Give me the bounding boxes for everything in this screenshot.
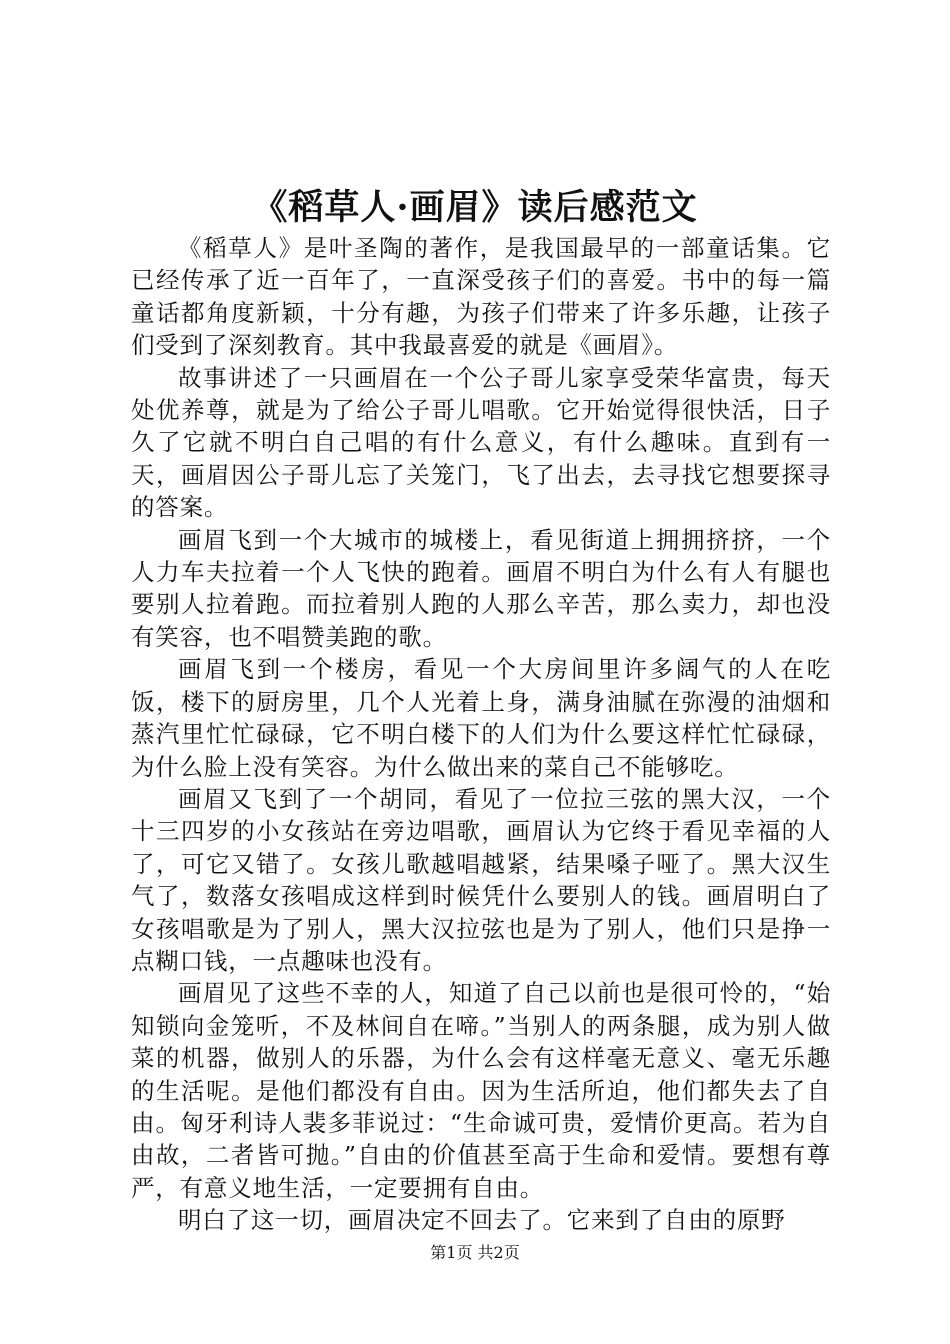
document-body (131, 232, 831, 1237)
paragraph-7: 明白了这一切，画眉决定不回去了。它来到了自由的原野 (178, 1206, 786, 1235)
paragraph-3: 画眉飞到一个大城市的城楼上，看见街道上拥拥挤挤，一个人力车夫拉着一个人飞快的跑着。画眉不明白为什么有人有腿也要别人拉着跑。而拉着别人跑的人那么辛苦，那么卖力，却也没有笑容，也不唱赞美跑的歌。 (131, 525, 831, 651)
paragraph-6: 画眉见了这些不幸的人，知道了自己以前也是很可怜的，“始知锁向金笼听，不及林间自在啼。”当别人的两条腿，成为别人做菜的机器，做别人的乐器，为什么会有这样毫无意义、毫无乐趣的生活呢。是他们都没有自由。因为生活所迫，他们都失去了自由。匈牙利诗人裴多菲说过：“生命诚可贵，爱情价更高。若为自由故，二者皆可抛。”自由的价值甚至高于生命和爱情。要想有尊严，有意义地生活，一定要拥有自由。 (131, 979, 831, 1202)
paragraph-2: 故事讲述了一只画眉在一个公子哥儿家享受荣华富贵，每天处优养尊，就是为了给公子哥儿唱歌。它开始觉得很快活，日子久了它就不明白自己唱的有什么意义，有什么趣味。直到有一天，画眉因公子哥儿忘了关笼门，飞了出去，去寻找它想要探寻的答案。 (131, 363, 831, 522)
paragraph-5: 画眉又飞到了一个胡同，看见了一位拉三弦的黑大汉，一个十三四岁的小女孩站在旁边唱歌，画眉认为它终于看见幸福的人了，可它又错了。女孩儿歌越唱越紧，结果嗓子哑了。黑大汉生气了，数落女孩唱成这样到时候凭什么要别人的钱。画眉明白了女孩唱歌是为了别人，黑大汉拉弦也是为了别人，他们只是挣一点糊口钱，一点趣味也没有。 (131, 784, 831, 975)
document-title: 《稻草人·画眉》读后感范文 (252, 187, 698, 228)
paragraph-1: 《稻草人》是叶圣陶的著作，是我国最早的一部童话集。它已经传承了近一百年了，一直深受孩子们的喜爱。书中的每一篇童话都角度新颖，十分有趣，为孩子们带来了许多乐趣，让孩子们受到了深刻教育。其中我最喜爱的就是《画眉》。 (131, 234, 831, 360)
paragraph-4: 画眉飞到一个楼房，看见一个大房间里许多阔气的人在吃饭，楼下的厨房里，几个人光着上身，满身油腻在弥漫的油烟和蒸汽里忙忙碌碌，它不明白楼下的人们为什么要这样忙忙碌碌，为什么脸上没有笑容。为什么做出来的菜自己不能够吃。 (131, 655, 831, 781)
page-number-footer: 第1页 共2页 (430, 1243, 520, 1262)
